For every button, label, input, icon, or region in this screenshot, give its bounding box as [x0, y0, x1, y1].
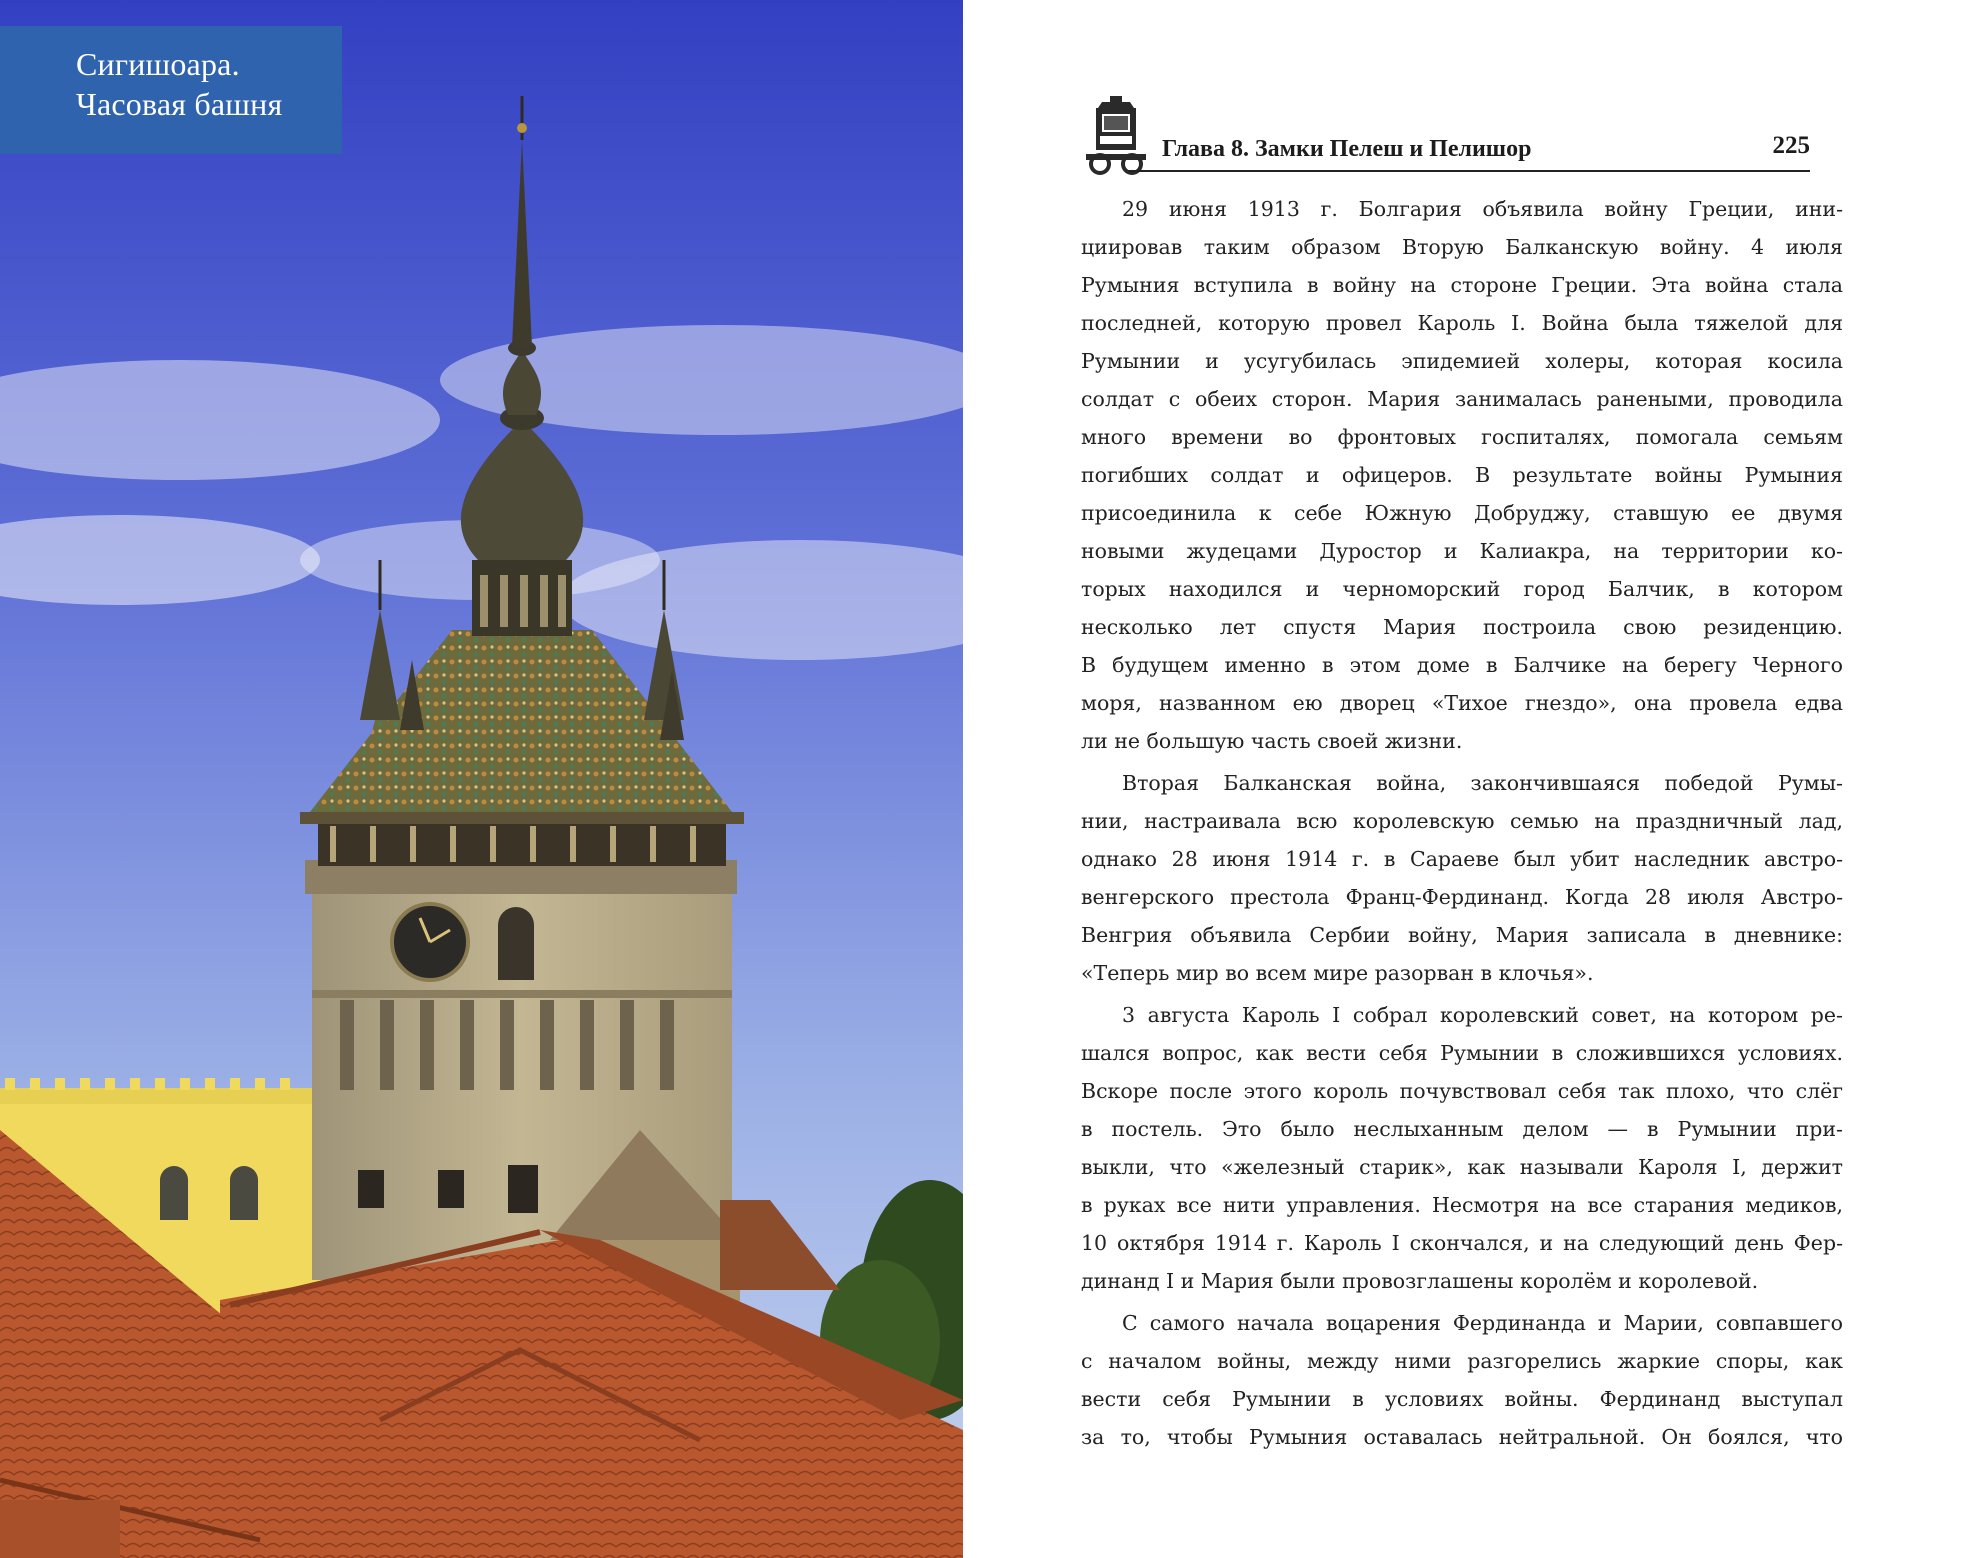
carriage-emblem-icon	[1080, 92, 1152, 176]
clock-tower-photo	[0, 0, 963, 1558]
running-head	[1080, 92, 1810, 172]
text-line: Вторая Балканская война, закончившаяся победой Румы-	[1122, 771, 1843, 795]
text-line: С самого начала воцарения Фердинанда и Марии, совпавшего	[1122, 1311, 1843, 1335]
text-line: Венгрия объявила Сербии войну, Мария записала в дневнике:	[1081, 923, 1843, 947]
text-page	[963, 0, 1988, 1558]
photo-caption	[0, 26, 342, 154]
text-line: Румыния вступила в войну на стороне Греции. Эта война стала	[1081, 273, 1843, 297]
text-line: циировав таким образом Вторую Балканскую войну. 4 июля	[1081, 235, 1843, 259]
text-line: моря, названном ею дворец «Тихое гнездо», она провела едва	[1081, 691, 1843, 715]
text-line: много времени во фронтовых госпиталях, помогала семьям	[1081, 425, 1843, 449]
text-line: В будущем именно в этом доме в Балчике на берегу Черного	[1081, 653, 1843, 677]
text-line: вести себя Румынии в условиях войны. Фердинанд выступал	[1081, 1387, 1843, 1411]
text-line: «Теперь мир во всем мире разорван в клочья».	[1081, 961, 1594, 985]
text-line: Вскоре после этого король почувствовал себя так плохо, что слёг	[1081, 1079, 1843, 1103]
paragraph	[1081, 1304, 1843, 1456]
caption-line-2: Часовая башня	[76, 86, 283, 122]
text-line: выкли, что «железный старик», как называли Кароля I, держит	[1081, 1155, 1843, 1179]
text-line: в руках все нити управления. Несмотря на все старания медиков,	[1081, 1193, 1843, 1217]
text-line: 10 октября 1914 г. Кароль I скончался, и на следующий день Фер-	[1081, 1231, 1843, 1255]
text-line: за то, чтобы Румыния оставалась нейтральной. Он боялся, что	[1081, 1425, 1843, 1449]
text-line: присоединила к себе Южную Добруджу, ставшую ее двумя	[1081, 501, 1843, 525]
text-line: последней, которую провел Кароль I. Война была тяжелой для	[1081, 311, 1843, 335]
paragraph	[1081, 996, 1843, 1300]
caption-line-1: Сигишоара.	[76, 46, 240, 82]
text-line: динанд I и Мария были провозглашены королём и королевой.	[1081, 1269, 1759, 1293]
text-line: с началом войны, между ними разгорелись жаркие споры, как	[1081, 1349, 1843, 1373]
paragraph	[1081, 764, 1843, 992]
body-text	[1081, 190, 1843, 1460]
paragraph	[1081, 190, 1843, 760]
text-line: однако 28 июня 1914 г. в Сараеве был убит наследник австро-	[1081, 847, 1843, 871]
text-line: Румынии и усугубилась эпидемией холеры, которая косила	[1081, 349, 1843, 373]
text-line: погибших солдат и офицеров. В результате войны Румыния	[1081, 463, 1843, 487]
page-number: 225	[1772, 132, 1810, 159]
chapter-title: Глава 8. Замки Пелеш и Пелишор	[1162, 136, 1532, 162]
text-line: 3 августа Кароль I собрал королевский совет, на котором ре-	[1122, 1003, 1843, 1027]
text-line: ли не большую часть своей жизни.	[1081, 729, 1463, 753]
text-line: нии, настраивала всю королевскую семью на праздничный лад,	[1081, 809, 1843, 833]
text-line: в постель. Это было неслыханным делом — в Румынии при-	[1081, 1117, 1843, 1141]
text-line: несколько лет спустя Мария построила свою резиденцию.	[1081, 615, 1843, 639]
header-rule	[1128, 170, 1810, 172]
text-line: 29 июня 1913 г. Болгария объявила войну Греции, ини-	[1122, 197, 1843, 221]
photo-page	[0, 0, 963, 1558]
text-line: торых находился и черноморский город Балчик, в котором	[1081, 577, 1843, 601]
text-line: венгерского престола Франц-Фердинанд. Когда 28 июля Австро-	[1081, 885, 1843, 909]
text-line: солдат с обеих сторон. Мария занималась ранеными, проводила	[1081, 387, 1843, 411]
text-line: шался вопрос, как вести себя Румынии в сложившихся условиях.	[1081, 1041, 1843, 1065]
text-line: новыми жудецами Дуростор и Калиакра, на территории ко-	[1081, 539, 1843, 563]
